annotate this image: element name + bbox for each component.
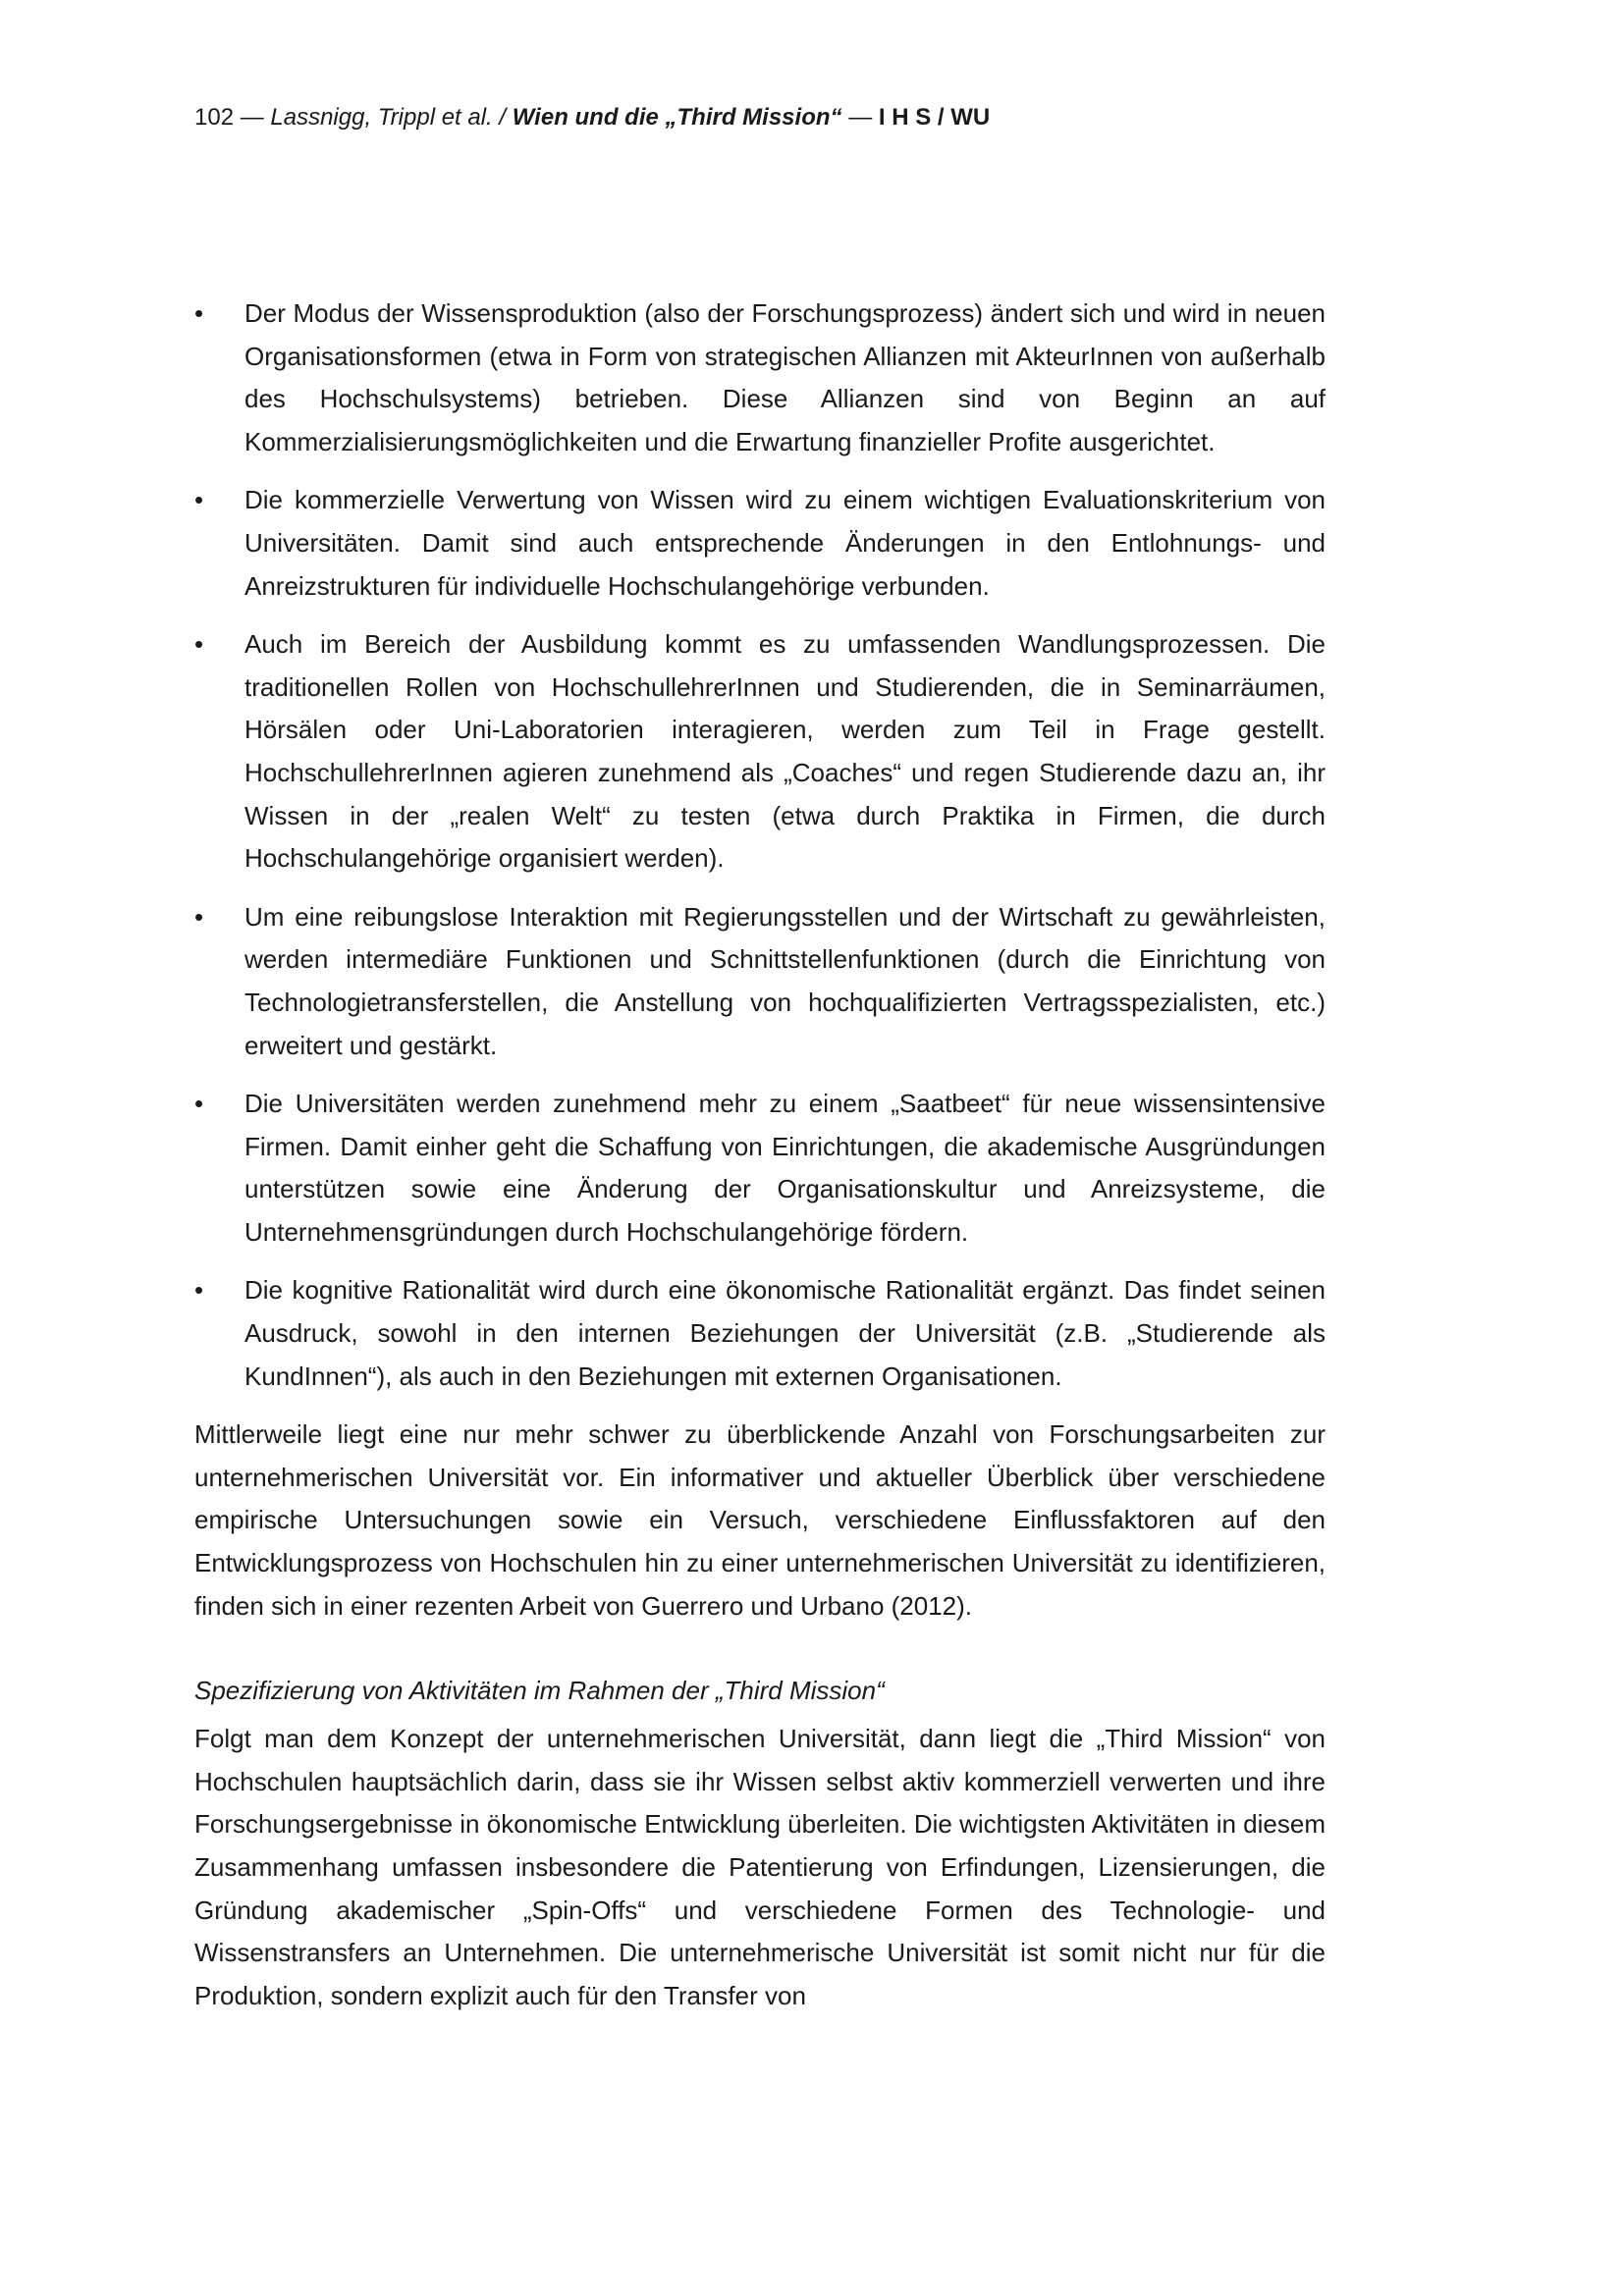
section-heading: Spezifizierung von Aktivitäten im Rahmen der „Third Mission“ (194, 1676, 885, 1706)
list-item-text: Um eine reibungslose Interaktion mit Regierungsstellen und der Wirtschaft zu gewährleisten, werden intermediäre Funktionen und Schnittstellenfunktionen (durch die Einrichtung von Technologietransferstellen, die Anstellung von hochqualifizierten Vertragsspezialisten, etc.) erweitert und gestärkt. (244, 901, 1326, 1060)
list-item-text: Der Modus der Wissensproduktion (also der Forschungsprozess) ändert sich und wird in neuen Organisationsformen (etwa in Form von strategischen Allianzen mit AkteurInnen von außerhalb des Hochschulsystems) betrieben. Diese Allianzen sind von Beginn an auf Kommerzialisierungsmöglichkeiten und die Erwartung finanzieller Profite ausgerichtet. (244, 298, 1326, 456)
paragraph-research-overview: Mittlerweile liegt eine nur mehr schwer zu überblickende Anzahl von Forschungsarbeiten zur unternehmerischen Universität vor. Ein informativer und aktueller Überblick über verschiedene empirische Untersuchungen sowie ein Versuch, verschiedene Einflussfaktoren auf den Entwicklungsprozess von Hochschulen hin zu einer unternehmerischen Universität zu identifizieren, finden sich in einer rezenten Arbeit von Guerrero und Urbano (2012). (194, 1419, 1326, 1621)
bullet-icon: • (194, 901, 204, 932)
header-institutions: I H S / WU (878, 104, 991, 131)
list-item (194, 1083, 1326, 1254)
running-header (194, 102, 990, 133)
list-item (194, 896, 1326, 1067)
list-item (194, 1269, 1326, 1398)
list-item-text: Die kommerzielle Verwertung von Wissen wird zu einem wichtigen Evaluationskriterium von Universitäten. Damit sind auch entsprechende Änderungen in den Entlohnungs- und Anreizstrukturen für individuelle Hochschulangehörige verbunden. (244, 485, 1326, 601)
bullet-icon: • (194, 1275, 204, 1306)
header-title: Wien und die „Third Mission“ (512, 104, 842, 131)
list-item (194, 293, 1326, 463)
list-item (194, 479, 1326, 608)
bullet-icon: • (194, 298, 204, 328)
page-number: 102 (194, 104, 235, 131)
list-item-text: Auch im Bereich der Ausbildung kommt es zu umfassenden Wandlungsprozessen. Die traditionellen Rollen von HochschullehrerInnen und Studierenden, die in Seminarräumen, Hörsälen oder Uni-Laboratorien interagieren, werden zum Teil in Frage gestellt. HochschullehrerInnen agieren zunehmend als „Coaches“ und regen Studierende dazu an, ihr Wissen in der „realen Welt“ zu testen (etwa durch Praktika in Firmen, die durch Hochschulangehörige organisiert werden). (244, 629, 1326, 874)
bullet-icon: • (194, 485, 204, 515)
bullet-list (194, 293, 1326, 1398)
header-dash: — (240, 104, 264, 131)
header-authors: Lassnigg, Trippl et al. / (270, 104, 507, 131)
bullet-icon: • (194, 1089, 204, 1119)
header-dash-2: — (848, 104, 873, 131)
body-text (194, 293, 1326, 2017)
list-item-text: Die kognitive Rationalität wird durch eine ökonomische Rationalität ergänzt. Das findet seinen Ausdruck, sowohl in den internen Beziehungen der Universität (z.B. „Studierende als KundInnen“), als auch in den Beziehungen mit externen Organisationen. (244, 1275, 1326, 1391)
list-item (194, 623, 1326, 881)
list-item-text: Die Universitäten werden zunehmend mehr zu einem „Saatbeet“ für neue wissensintensive Firmen. Damit einher geht die Schaffung von Einrichtungen, die akademische Ausgründungen unterstützen sowie eine Änderung der Organisationskultur und Anreizsysteme, die Unternehmensgründungen durch Hochschulangehörige fördern. (244, 1089, 1326, 1247)
paragraph-third-mission: Folgt man dem Konzept der unternehmerischen Universität, dann liegt die „Third Mission“ von Hochschulen hauptsächlich darin, dass sie ihr Wissen selbst aktiv kommerziell verwerten und ihre Forschungsergebnisse in ökonomische Entwicklung überleiten. Die wichtigsten Aktivitäten in diesem Zusammenhang umfassen insbesondere die Patentierung von Erfindungen, Lizensierungen, die Gründung akademischer „Spin-Offs“ und verschiedene Formen des Technologie- und Wissenstransfers an Unternehmen. Die unternehmerische Universität ist somit nicht nur für die Produktion, sondern explizit auch für den Transfer von (194, 1724, 1326, 2010)
bullet-icon: • (194, 629, 204, 660)
